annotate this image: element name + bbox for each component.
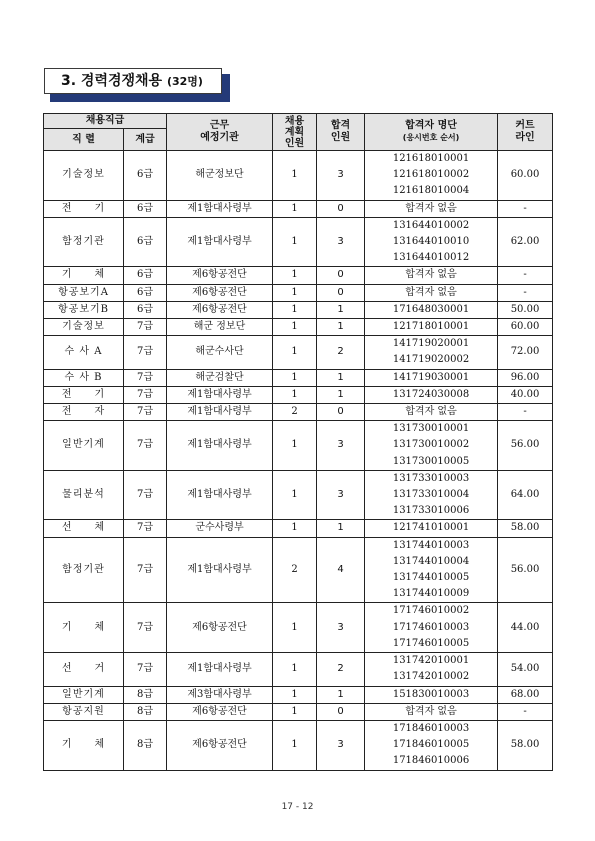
passed-count-cell: 1 — [317, 319, 365, 336]
passed-count-cell: 3 — [317, 720, 365, 770]
passer-id: 합격자 없음 — [405, 705, 457, 717]
passer-id: 171846010003 — [392, 722, 470, 734]
passed-count-cell: 3 — [317, 151, 365, 201]
planned-count-cell: 1 — [273, 653, 317, 686]
passed-count-cell: 0 — [317, 200, 365, 217]
passer-ids-cell — [365, 301, 498, 318]
cutline-cell: 62.00 — [498, 217, 553, 267]
passer-id: 121618010002 — [392, 169, 470, 181]
cutline-cell: - — [498, 703, 553, 720]
passer-id: 합격자 없음 — [405, 286, 457, 298]
cutline-cell: 58.00 — [498, 720, 553, 770]
header-agency: 근무 예정기관 — [167, 114, 273, 151]
passer-id: 151830010003 — [392, 688, 470, 700]
agency-cell: 제1함대사령부 — [167, 653, 273, 686]
agency-cell: 제1함대사령부 — [167, 404, 273, 421]
passer-ids-cell — [365, 404, 498, 421]
agency-cell: 제1함대사령부 — [167, 386, 273, 403]
section-title — [44, 68, 222, 94]
position-cell: 기 체 — [44, 267, 124, 284]
header-passer-list — [365, 114, 498, 151]
passed-count-cell: 3 — [317, 217, 365, 267]
grade-cell: 6급 — [124, 200, 167, 217]
grade-cell: 7급 — [124, 653, 167, 686]
planned-count-cell: 1 — [273, 720, 317, 770]
agency-cell: 제6항공전단 — [167, 720, 273, 770]
agency-cell: 제1함대사령부 — [167, 200, 273, 217]
passer-ids-cell — [365, 386, 498, 403]
grade-cell: 6급 — [124, 301, 167, 318]
planned-count-cell: 2 — [273, 537, 317, 603]
planned-count-cell: 1 — [273, 603, 317, 653]
cutline-cell: 60.00 — [498, 151, 553, 201]
agency-cell: 제1함대사령부 — [167, 217, 273, 267]
position-cell: 수 사 A — [44, 336, 124, 369]
cutline-cell: 56.00 — [498, 421, 553, 471]
grade-cell: 7급 — [124, 421, 167, 471]
agency-cell: 해군 정보단 — [167, 319, 273, 336]
passer-ids-cell — [365, 470, 498, 520]
table-body — [44, 151, 553, 771]
position-cell: 일반기계 — [44, 421, 124, 471]
grade-cell: 7급 — [124, 319, 167, 336]
planned-count-cell: 1 — [273, 520, 317, 537]
position-cell: 선 거 — [44, 653, 124, 686]
table-row — [44, 720, 553, 770]
passer-id: 131744010004 — [392, 555, 470, 567]
passed-count-cell: 1 — [317, 686, 365, 703]
passer-id: 121618010004 — [392, 185, 470, 197]
passed-count-cell: 1 — [317, 386, 365, 403]
agency-cell: 해군정보단 — [167, 151, 273, 201]
planned-count-cell: 1 — [273, 369, 317, 386]
page-number: 17 - 12 — [281, 802, 314, 812]
passer-ids-cell — [365, 217, 498, 267]
agency-cell: 군수사령부 — [167, 520, 273, 537]
position-cell: 선 체 — [44, 520, 124, 537]
planned-count-cell: 1 — [273, 336, 317, 369]
planned-count-cell: 1 — [273, 284, 317, 301]
passer-id: 131733010006 — [392, 505, 470, 517]
table-row — [44, 520, 553, 537]
passer-id: 141719020001 — [392, 338, 470, 350]
position-cell: 전 기 — [44, 200, 124, 217]
header-passed: 합격 인원 — [317, 114, 365, 151]
cutline-cell: - — [498, 267, 553, 284]
recruitment-results-table — [43, 113, 553, 771]
agency-cell: 제6항공전단 — [167, 603, 273, 653]
position-cell: 항공보기A — [44, 284, 124, 301]
grade-cell: 7급 — [124, 404, 167, 421]
position-cell: 기술정보 — [44, 319, 124, 336]
grade-cell: 7급 — [124, 603, 167, 653]
passer-id: 131730010002 — [392, 439, 470, 451]
grade-cell: 6급 — [124, 217, 167, 267]
passed-count-cell: 0 — [317, 703, 365, 720]
table-row — [44, 319, 553, 336]
passer-id: 131744010009 — [392, 588, 470, 600]
passer-ids-cell — [365, 520, 498, 537]
cutline-cell: 72.00 — [498, 336, 553, 369]
passed-count-cell: 2 — [317, 653, 365, 686]
table-row — [44, 653, 553, 686]
passer-ids-cell — [365, 319, 498, 336]
planned-count-cell: 1 — [273, 151, 317, 201]
header-planned: 채용 계획 인원 — [273, 114, 317, 151]
passer-id: 171746010003 — [392, 621, 470, 633]
cutline-cell: - — [498, 200, 553, 217]
grade-cell: 7급 — [124, 386, 167, 403]
planned-count-cell: 1 — [273, 200, 317, 217]
grade-cell: 6급 — [124, 267, 167, 284]
passer-ids-cell — [365, 284, 498, 301]
table-row — [44, 151, 553, 201]
passer-id: 합격자 없음 — [405, 406, 457, 418]
position-cell: 일반기계 — [44, 686, 124, 703]
passer-id: 141719030001 — [392, 371, 470, 383]
header-grade: 계급 — [124, 129, 167, 151]
table-row — [44, 421, 553, 471]
grade-cell: 7급 — [124, 520, 167, 537]
planned-count-cell: 1 — [273, 217, 317, 267]
passer-id: 131644010010 — [392, 236, 470, 248]
table-row — [44, 404, 553, 421]
planned-count-cell: 1 — [273, 319, 317, 336]
table-row — [44, 336, 553, 369]
passer-id: 131730010005 — [392, 455, 470, 467]
table-row — [44, 369, 553, 386]
passer-id: 171846010006 — [392, 755, 470, 767]
planned-count-cell: 2 — [273, 404, 317, 421]
grade-cell: 6급 — [124, 284, 167, 301]
position-cell: 물리분석 — [44, 470, 124, 520]
passer-id: 131644010012 — [392, 252, 470, 264]
table-row — [44, 386, 553, 403]
agency-cell: 제1함대사령부 — [167, 537, 273, 603]
passed-count-cell: 1 — [317, 369, 365, 386]
cutline-cell: 60.00 — [498, 319, 553, 336]
grade-cell: 7급 — [124, 537, 167, 603]
passer-ids-cell — [365, 720, 498, 770]
grade-cell: 7급 — [124, 470, 167, 520]
agency-cell: 제1함대사령부 — [167, 470, 273, 520]
passed-count-cell: 0 — [317, 404, 365, 421]
cutline-cell: 68.00 — [498, 686, 553, 703]
planned-count-cell: 1 — [273, 301, 317, 318]
grade-cell: 8급 — [124, 703, 167, 720]
planned-count-cell: 1 — [273, 421, 317, 471]
passer-ids-cell — [365, 336, 498, 369]
passer-ids-cell — [365, 686, 498, 703]
passer-ids-cell — [365, 603, 498, 653]
passer-id: 131742010001 — [392, 655, 470, 667]
passer-ids-cell — [365, 369, 498, 386]
cutline-cell: - — [498, 404, 553, 421]
passed-count-cell: 3 — [317, 470, 365, 520]
passer-id: 131733010003 — [392, 472, 470, 484]
passer-ids-cell — [365, 151, 498, 201]
planned-count-cell: 1 — [273, 703, 317, 720]
table-row — [44, 301, 553, 318]
agency-cell: 제6항공전단 — [167, 284, 273, 301]
cutline-cell: 50.00 — [498, 301, 553, 318]
header-cutline: 커트 라인 — [498, 114, 553, 151]
table-row — [44, 284, 553, 301]
header-passer-list-sub: (응시번호 순서) — [402, 133, 460, 142]
position-cell: 항공지원 — [44, 703, 124, 720]
cutline-cell: 96.00 — [498, 369, 553, 386]
position-cell: 항공보기B — [44, 301, 124, 318]
planned-count-cell: 1 — [273, 267, 317, 284]
table-row — [44, 470, 553, 520]
passer-id: 171648030001 — [392, 303, 470, 315]
grade-cell: 7급 — [124, 336, 167, 369]
passer-id: 171746010005 — [392, 637, 470, 649]
position-cell: 전 자 — [44, 404, 124, 421]
passer-id: 171746010002 — [392, 605, 470, 617]
passer-id: 131644010002 — [392, 219, 470, 231]
planned-count-cell: 1 — [273, 470, 317, 520]
position-cell: 함정기관 — [44, 217, 124, 267]
position-cell: 기 체 — [44, 720, 124, 770]
passer-ids-cell — [365, 267, 498, 284]
passed-count-cell: 3 — [317, 421, 365, 471]
position-cell: 함정기관 — [44, 537, 124, 603]
agency-cell: 해군검찰단 — [167, 369, 273, 386]
table-row — [44, 267, 553, 284]
agency-cell: 제6항공전단 — [167, 703, 273, 720]
cutline-cell: 44.00 — [498, 603, 553, 653]
planned-count-cell: 1 — [273, 386, 317, 403]
passed-count-cell: 4 — [317, 537, 365, 603]
planned-count-cell: 1 — [273, 686, 317, 703]
passer-ids-cell — [365, 200, 498, 217]
table-row — [44, 603, 553, 653]
cutline-cell: 64.00 — [498, 470, 553, 520]
table-row — [44, 217, 553, 267]
table-row — [44, 200, 553, 217]
position-cell: 수 사 B — [44, 369, 124, 386]
cutline-cell: 58.00 — [498, 520, 553, 537]
agency-cell: 제3함대사령부 — [167, 686, 273, 703]
section-title-box — [44, 68, 230, 98]
cutline-cell: 54.00 — [498, 653, 553, 686]
passed-count-cell: 1 — [317, 301, 365, 318]
cutline-cell: - — [498, 284, 553, 301]
passer-ids-cell — [365, 653, 498, 686]
passer-ids-cell — [365, 703, 498, 720]
section-title-count: (32명) — [166, 75, 203, 88]
grade-cell: 7급 — [124, 369, 167, 386]
position-cell: 전 기 — [44, 386, 124, 403]
grade-cell: 8급 — [124, 720, 167, 770]
cutline-cell: 40.00 — [498, 386, 553, 403]
passer-id: 합격자 없음 — [405, 202, 457, 214]
passer-id: 141719020002 — [392, 354, 470, 366]
passer-ids-cell — [365, 537, 498, 603]
passed-count-cell: 2 — [317, 336, 365, 369]
passer-id: 131744010005 — [392, 572, 470, 584]
agency-cell: 제1함대사령부 — [167, 421, 273, 471]
passer-id: 131730010001 — [392, 423, 470, 435]
passer-id: 131742010002 — [392, 671, 470, 683]
passer-id: 171846010005 — [392, 739, 470, 751]
agency-cell: 해군수사단 — [167, 336, 273, 369]
agency-cell: 제6항공전단 — [167, 301, 273, 318]
position-cell: 기술정보 — [44, 151, 124, 201]
position-cell: 기 체 — [44, 603, 124, 653]
passed-count-cell: 1 — [317, 520, 365, 537]
passer-id: 121718010001 — [392, 321, 470, 333]
passed-count-cell: 3 — [317, 603, 365, 653]
header-passer-list-title: 합격자 명단 — [405, 120, 457, 131]
table-row — [44, 686, 553, 703]
table-row — [44, 703, 553, 720]
passer-ids-cell — [365, 421, 498, 471]
passed-count-cell: 0 — [317, 284, 365, 301]
table-row — [44, 537, 553, 603]
passed-count-cell: 0 — [317, 267, 365, 284]
cutline-cell: 56.00 — [498, 537, 553, 603]
passer-id: 121618010001 — [392, 153, 470, 164]
header-position: 직 렬 — [44, 129, 124, 151]
grade-cell: 8급 — [124, 686, 167, 703]
passer-id: 131724030008 — [392, 388, 470, 400]
passer-id: 131733010004 — [392, 489, 470, 501]
passer-id: 121741010001 — [392, 522, 470, 534]
agency-cell: 제6항공전단 — [167, 267, 273, 284]
header-recruit-grade: 채용직급 — [44, 114, 167, 129]
passer-id: 합격자 없음 — [405, 269, 457, 281]
passer-id: 131744010003 — [392, 539, 470, 551]
grade-cell: 6급 — [124, 151, 167, 201]
section-title-text: 3. 경력경쟁채용 — [61, 73, 163, 89]
